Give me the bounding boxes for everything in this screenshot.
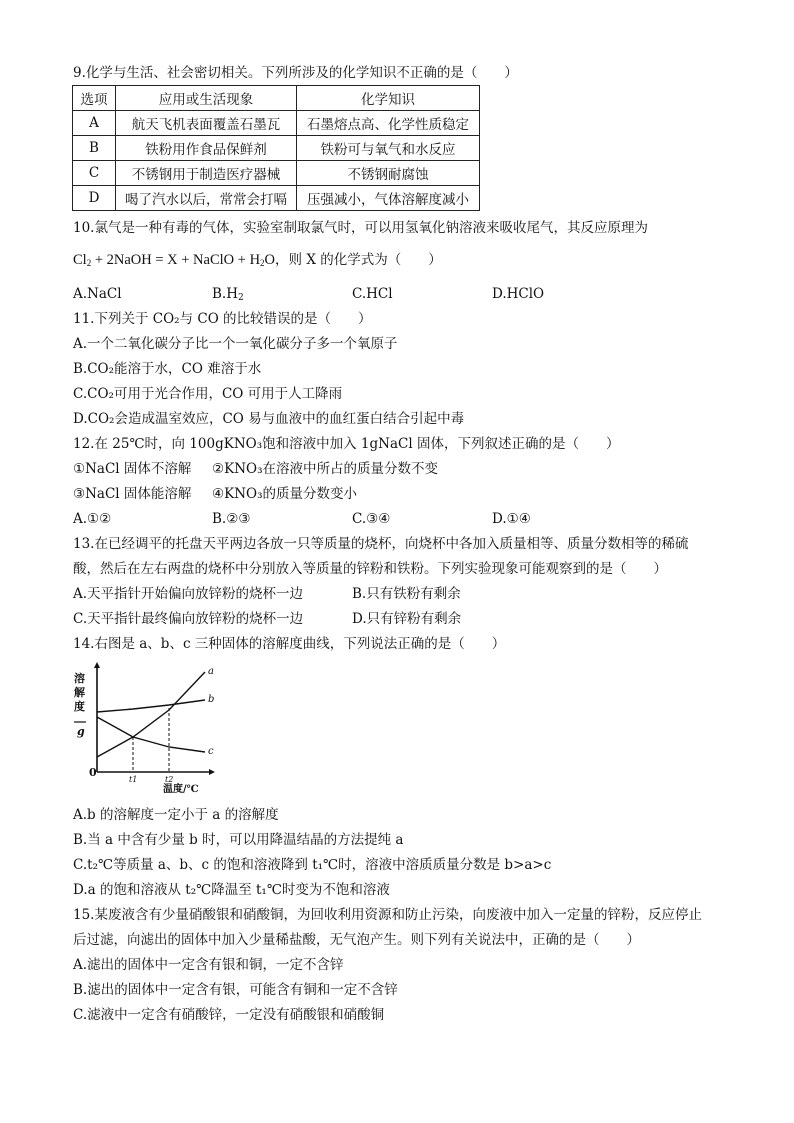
x-axis-label: 温度/℃ [163,784,199,795]
table-cell: 航天飞机表面覆盖石墨瓦 [116,111,297,136]
chart-curves [97,672,205,772]
q15-option-b: B.滤出的固体中一定含有银，可能含有铜和一定不含锌 [73,982,398,998]
q14-option-d: D.a 的饱和溶液从 t₂℃降温至 t₁℃时变为不饱和溶液 [73,882,390,898]
table-row [73,161,480,186]
chart-labels [74,666,214,795]
q14-option-c: C.t₂℃等质量 a、b、c 的饱和溶液降到 t₁℃时，溶液中溶质质量分数是 b>a>c [73,857,552,873]
q14-option-b: B.当 a 中含有少量 b 时，可以用降温结晶的方法提纯 a [73,832,404,848]
table-cell: 铁粉可与氧气和水反应 [297,136,480,161]
q12-option-a: A.①② [73,511,112,527]
table-row [73,136,480,161]
q11-option-c: C.CO₂可用于光合作用，CO 可用于人工降雨 [73,386,343,402]
table-cell: C [73,161,116,186]
q11-option-a: A.一个二氧化碳分子比一个一氧化碳分子多一个氧原子 [73,336,398,352]
origin-label: 0 [89,766,97,779]
q12-option-d: D.①④ [492,511,531,527]
q13-stem-line2: 酸，然后在左右两盘的烧杯中分别放入等质量的锌粉和铁粉。下列实验现象可能观察到的是（ ） [73,561,667,577]
x-tick-label: t2 [165,775,174,784]
q10-option-d: D.HClO [492,286,545,302]
formula-subscript: 2 [260,258,265,268]
table-header: 化学知识 [297,86,480,111]
y-axis-label-char: 度 [74,700,85,713]
q9-table [72,85,480,211]
q13-stem-line1: 13.在已经调平的托盘天平两边各放一只等质量的烧杯，向烧杯中各加入质量相等、质量分数相等的稀硫 [73,536,689,552]
table-cell: 石墨熔点高、化学性质稳定 [297,111,480,136]
q13-option-a: A.天平指针开始偏向放锌粉的烧杯一边 [73,586,304,602]
q11-stem: 11.下列关于 CO₂与 CO 的比较错误的是（ ） [73,311,372,327]
q12-statement-4: ④KNO₃的质量分数变小 [212,486,357,502]
q15-stem-line2: 后过滤，向滤出的固体中加入少量稀盐酸，无气泡产生。则下列有关说法中，正确的是（ ） [73,932,640,948]
table-cell: 不锈钢用于制造医疗器械 [116,161,297,186]
table-cell: B [73,136,116,161]
table-row [73,111,480,136]
q10-formula [73,251,442,269]
formula-tail: ，则 X 的化学式为（ ） [275,252,442,268]
q15-stem-line1: 15.某废液含有少量硝酸银和硝酸铜，为回收利用资源和防止污染，向废液中加入一定量的锌粉，反应停止 [73,907,702,923]
table-cell: 喝了汽水以后，常常会打嗝 [116,186,297,211]
table-cell: D [73,186,116,211]
table-header-row [73,86,480,111]
series-label-b: b [208,694,215,705]
q9-stem: 9.化学与生活、社会密切相关。下列所涉及的化学知识不正确的是（ ） [73,65,518,81]
q10-option-c: C.HCl [352,286,393,302]
q13-option-d: D.只有锌粉有剩余 [352,611,462,627]
series-line-a [97,672,205,757]
series-label-c: c [208,746,214,757]
q12-stem: 12.在 25℃时，向 100gKNO₃饱和溶液中加入 1gNaCl 固体，下列叙述正确的是（ ） [73,436,620,452]
series-line-c [97,717,205,752]
q15-option-c: C.滤液中一定含有硝酸锌，一定没有硝酸银和硝酸铜 [73,1007,385,1023]
series-line-b [97,700,205,712]
q12-statement-2: ②KNO₃在溶液中所占的质量分数不变 [212,461,438,477]
table-header: 选项 [73,86,116,111]
formula-subscript: 2 [86,258,92,268]
q10-option-b: $B.H_2$ [212,286,244,303]
q13-option-c: C.天平指针最终偏向放锌粉的烧杯一边 [73,611,304,627]
table-cell: 不锈钢耐腐蚀 [297,161,480,186]
q12-option-b: B.②③ [212,511,251,527]
q12-option-c: C.③④ [352,511,391,527]
q13-option-b: B.只有铁粉有剩余 [352,586,461,602]
formula-part: Cl [73,252,87,268]
q12-statement-3: ③NaCl 固体能溶解 [73,486,192,502]
y-axis-label-char: 溶 [74,672,85,685]
q10-stem: 10.氯气是一种有毒的气体，实验室制取氯气时，可以用氢氧化钠溶液来吸收尾气，其反应原理为 [73,220,648,236]
series-label-a: a [208,666,214,677]
q11-option-b: B.CO₂能溶于水，CO 难溶于水 [73,361,262,377]
formula-part: O [264,252,276,268]
q11-option-d: D.CO₂会造成温室效应，CO 易与血液中的血红蛋白结合引起中毒 [73,411,465,427]
table-row [73,186,480,211]
y-axis-label-unit: g [77,725,85,738]
q15-option-a: A.滤出的固体中一定含有银和铜，一定不含锌 [73,957,344,973]
x-axis-arrow [209,769,215,775]
solubility-chart [70,660,220,796]
q12-statement-1: ①NaCl 固体不溶解 [73,461,192,477]
formula-part: + 2NaOH = X + NaClO + H [91,252,261,268]
chart-axes [94,662,215,775]
q14-stem: 14.右图是 a、b、c 三种固体的溶解度曲线，下列说法正确的是（ ） [73,636,506,652]
x-tick-label: t1 [129,775,138,784]
table-header: 应用或生活现象 [116,86,297,111]
table-cell: A [73,111,116,136]
table-cell: 铁粉用作食品保鲜剂 [116,136,297,161]
y-axis-arrow [94,662,100,668]
y-axis-label-char: 解 [74,686,85,699]
q14-option-a: A.b 的溶解度一定小于 a 的溶解度 [73,807,279,823]
table-cell: 压强减小，气体溶解度减小 [297,186,480,211]
q10-option-a: A.NaCl [73,286,122,302]
